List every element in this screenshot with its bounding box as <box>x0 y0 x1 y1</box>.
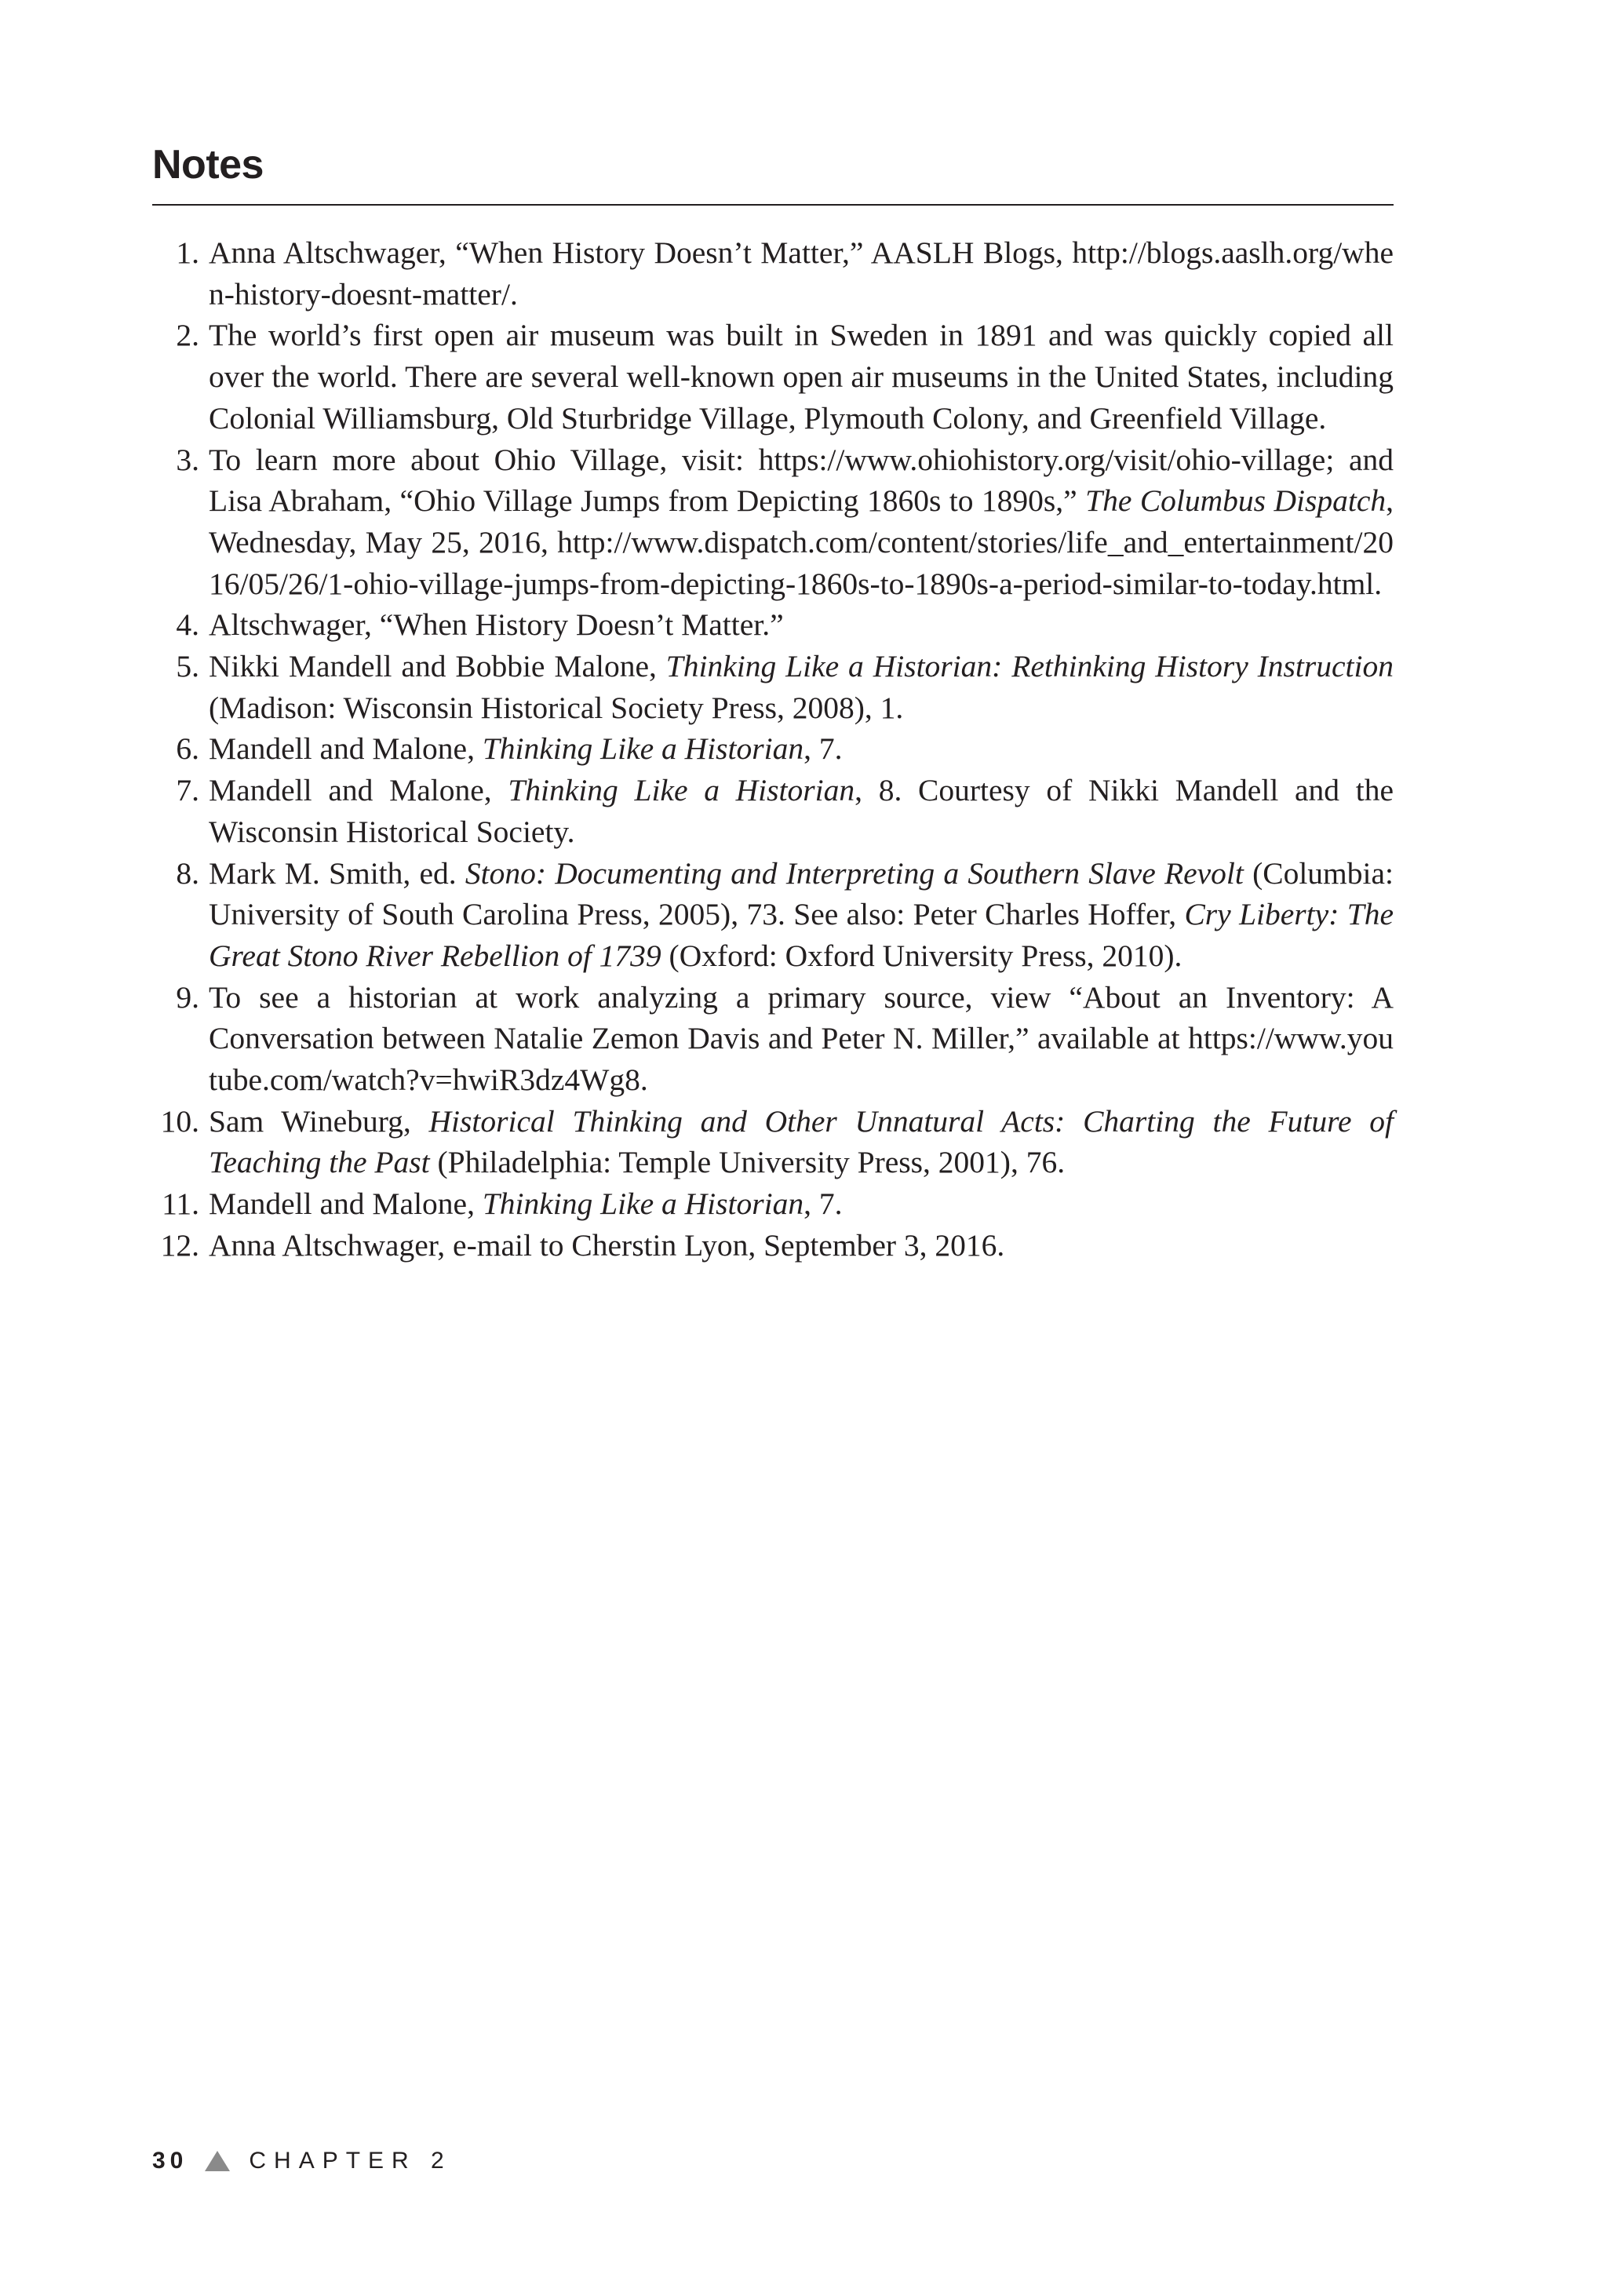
note-text-fragment: Sam Wineburg, <box>209 1103 429 1139</box>
note-text-fragment: To see a historian at work analyzing a primary source, view “About an Inventory: A Conversation between Natalie Zemon Davis and Peter N. Miller,” available at <box>209 979 1394 1056</box>
note-text-fragment: , 7. <box>804 731 843 767</box>
note-text <box>209 1183 1394 1225</box>
note-number: 10. <box>160 1103 199 1139</box>
note-text <box>209 1225 1394 1266</box>
note-text-fragment: (Oxford: Oxford University Press, 2010). <box>661 938 1182 973</box>
note-url: https://www.youtube.com/watch?v=hwiR3dz4Wg8 <box>209 1021 1394 1098</box>
note-title-italic: Cry Liberty: The Great Stono River Rebellion of 1739 <box>209 897 1394 973</box>
note-text <box>209 232 1394 315</box>
note-number: 9. <box>176 979 199 1015</box>
note-url: http://blogs.aaslh.org/when-history-doesnt-matter/ <box>209 235 1394 312</box>
note-number: 4. <box>176 607 199 643</box>
note-text <box>209 646 1394 728</box>
note-title-italic: Thinking Like a Historian: Rethinking History Instruction <box>665 649 1394 684</box>
note-item <box>152 1183 1394 1225</box>
note-item <box>152 728 1394 770</box>
note-item <box>152 853 1394 977</box>
note-text-fragment: The world’s first open air museum was built in Sweden in 1891 and was quickly copied all over the world. There are several well-known open air museums in the United States, including Colonial Williamsburg, Old Sturbridge Village, Plymouth Colony, and Greenfield Village. <box>209 318 1394 436</box>
note-item <box>152 439 1394 605</box>
note-text <box>209 977 1394 1101</box>
note-text-fragment: ; and Lisa Abraham, “Ohio Village Jumps from Depicting 1860s to 1890s,” <box>209 442 1394 519</box>
note-text-fragment: Mandell and Malone, <box>209 731 483 767</box>
note-item <box>152 646 1394 728</box>
note-text-fragment: Mandell and Malone, <box>209 1186 483 1222</box>
note-number: 5. <box>176 649 199 684</box>
note-text <box>209 853 1394 977</box>
note-number: 12. <box>160 1227 199 1263</box>
note-number: 6. <box>176 731 199 767</box>
triangle-icon <box>205 2151 230 2171</box>
note-text <box>209 604 1394 646</box>
note-text-fragment: (Philadelphia: Temple University Press, 2001), 76. <box>429 1145 1066 1180</box>
note-item <box>152 770 1394 852</box>
note-title-italic: Thinking Like a Historian <box>482 731 804 767</box>
note-item <box>152 977 1394 1101</box>
chapter-label: CHAPTER 2 <box>249 2148 452 2174</box>
note-text-fragment: , Wednesday, May 25, 2016, <box>209 483 1394 559</box>
note-text-fragment: Altschwager, “When History Doesn’t Matter.” <box>209 607 784 643</box>
note-text-fragment: . <box>640 1062 648 1098</box>
page-footer <box>152 2145 452 2177</box>
note-item <box>152 232 1394 315</box>
note-text-fragment: . <box>509 276 518 312</box>
note-text-fragment: Mandell and Malone, <box>209 773 508 808</box>
note-text-fragment: Mark M. Smith, ed. <box>209 855 465 891</box>
notes-heading: Notes <box>152 142 264 188</box>
note-number: 7. <box>176 773 199 808</box>
note-title-italic: Historical Thinking and Other Unnatural Acts: Charting the Future of Teaching the Past <box>209 1103 1394 1180</box>
note-item <box>152 315 1394 439</box>
note-number: 1. <box>176 235 199 270</box>
note-text <box>209 439 1394 605</box>
note-text <box>209 1101 1394 1183</box>
note-title-italic: Thinking Like a Historian <box>508 773 855 808</box>
note-text-fragment: , 8. Courtesy of Nikki Mandell and the Wisconsin Historical Society. <box>209 773 1394 849</box>
note-text-fragment: (Madison: Wisconsin Historical Society Press, 2008), 1. <box>209 690 904 725</box>
note-text-fragment: Nikki Mandell and Bobbie Malone, <box>209 649 666 684</box>
note-title-italic: Stono: Documenting and Interpreting a Southern Slave Revolt <box>465 855 1244 891</box>
note-item <box>152 604 1394 646</box>
note-text-fragment: To learn more about Ohio Village, visit: <box>209 442 759 477</box>
note-url: http://www.dispatch.com/content/stories/life_and_entertainment/2016/05/26/1-ohio-village-jumps-from-depicting-1860s-to-1890s-a-period-similar-to-today.html <box>209 524 1394 601</box>
note-number: 8. <box>176 855 199 891</box>
note-item <box>152 1225 1394 1266</box>
note-text-fragment: (Columbia: University of South Carolina Press, 2005), 73. See also: Peter Charles Hoffer, <box>209 855 1394 932</box>
note-text <box>209 315 1394 439</box>
heading-divider <box>152 204 1394 206</box>
note-text-fragment: . <box>1374 566 1383 601</box>
note-number: 3. <box>176 442 199 477</box>
note-url: https://www.ohiohistory.org/visit/ohio-village <box>758 442 1326 477</box>
notes-list <box>152 232 1394 1266</box>
note-text <box>209 770 1394 852</box>
note-title-italic: The Columbus Dispatch <box>1085 483 1387 519</box>
note-text-fragment: Anna Altschwager, “When History Doesn’t Matter,” AASLH Blogs, <box>209 235 1073 270</box>
note-item <box>152 1101 1394 1183</box>
note-text <box>209 728 1394 770</box>
note-number: 2. <box>176 318 199 353</box>
note-text-fragment: , 7. <box>804 1186 843 1222</box>
note-title-italic: Thinking Like a Historian <box>482 1186 804 1222</box>
page-number: 30 <box>152 2148 188 2174</box>
note-text-fragment: Anna Altschwager, e-mail to Cherstin Lyon, September 3, 2016. <box>209 1227 1005 1263</box>
note-number: 11. <box>162 1186 199 1222</box>
